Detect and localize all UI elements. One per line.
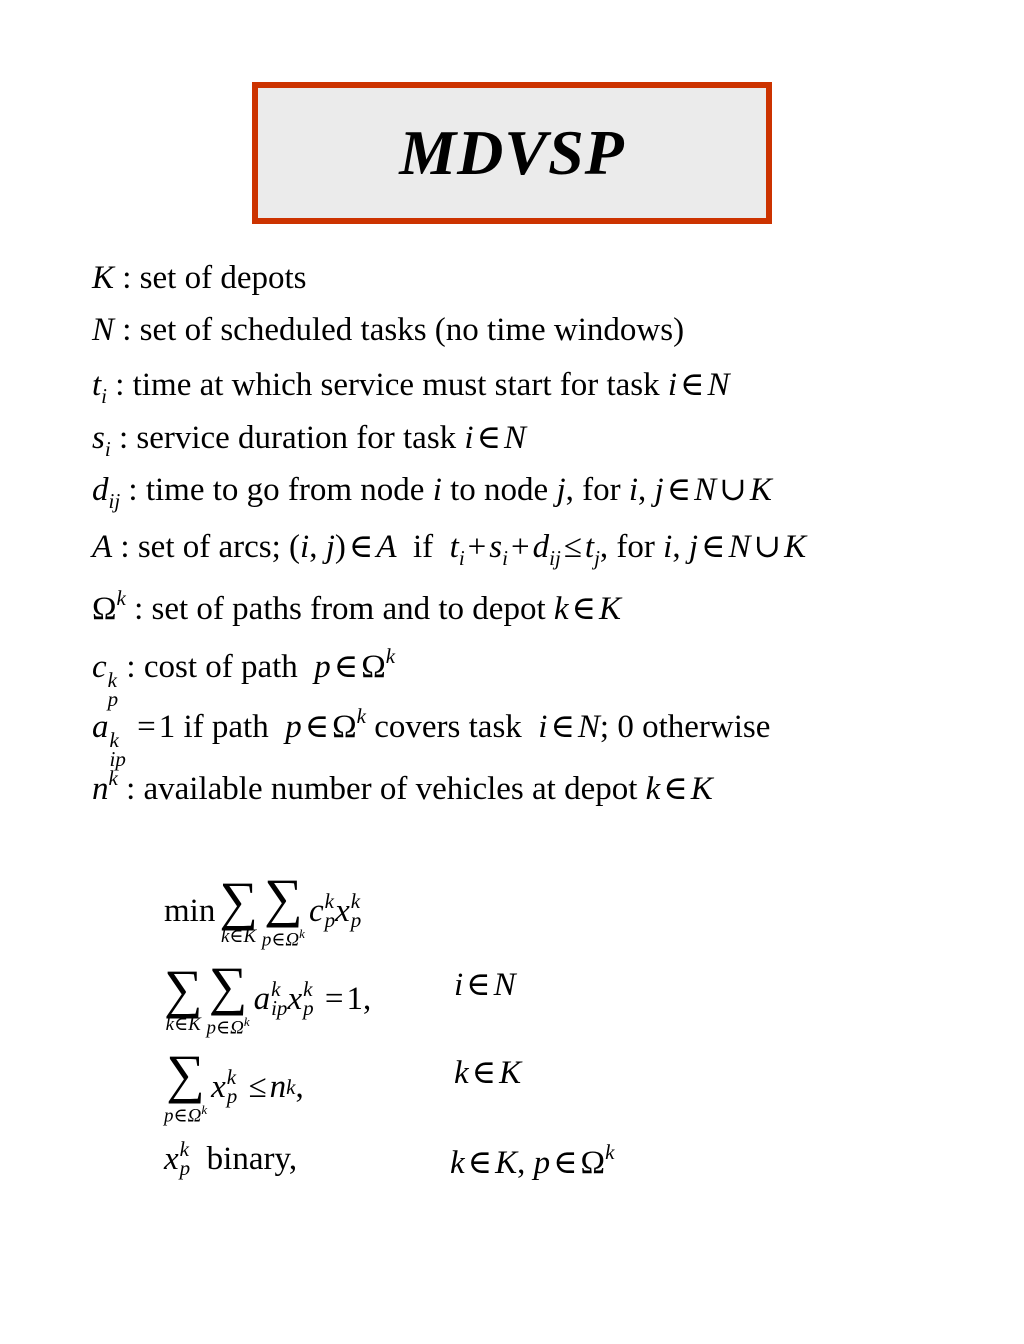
constraint-capacity-domain: k∈K [454, 1055, 522, 1091]
definition-N: N : set of scheduled tasks (no time windows) [92, 312, 685, 348]
constraint-binary-domain: k∈K, $p\in\Omega^k$ [450, 1140, 615, 1181]
definition-K: K : set of depots [92, 260, 307, 296]
definition-c: c k p : cost of path $p\in\Omega^k$ [92, 644, 396, 711]
constraint-cover-domain: i∈N [454, 967, 516, 1003]
constraint-binary: x k p binary, [164, 1137, 298, 1180]
definition-n: $n^k$ : available number of vehicles at depot k∈K [92, 766, 713, 807]
definition-s: $s_i$ : service duration for task i∈N [92, 420, 527, 461]
definition-d: $d_{ij}$ : time to go from node i to node j, for i, j∈N∪K [92, 472, 772, 513]
page-title: MDVSP [399, 117, 625, 188]
definition-t: $t_i$ : time at which service must start for task i∈N [92, 367, 730, 408]
constraint-cover: ∑ k∈K ∑ $p\in\Omega^k$ a k ip x k p = 1, [164, 956, 372, 1039]
definition-a: a k ip =1 if path $p\in\Omega^k$ covers task i∈N; 0 otherwise [92, 704, 771, 771]
definition-A: A : set of arcs; (i, j)∈A if $t_i+s_i+d_{ij}\le t_j$, for i, j∈N∪K [92, 529, 807, 570]
definition-Omega: $\Omega^k$ : set of paths from and to depot k∈K [92, 586, 621, 627]
constraint-capacity: ∑ $p\in\Omega^k$ x k p ≤ n k , [164, 1044, 304, 1127]
objective-function: min ∑ k∈K ∑ $p\in\Omega^k$ c k p x k p [164, 868, 362, 951]
title-box [252, 82, 772, 224]
